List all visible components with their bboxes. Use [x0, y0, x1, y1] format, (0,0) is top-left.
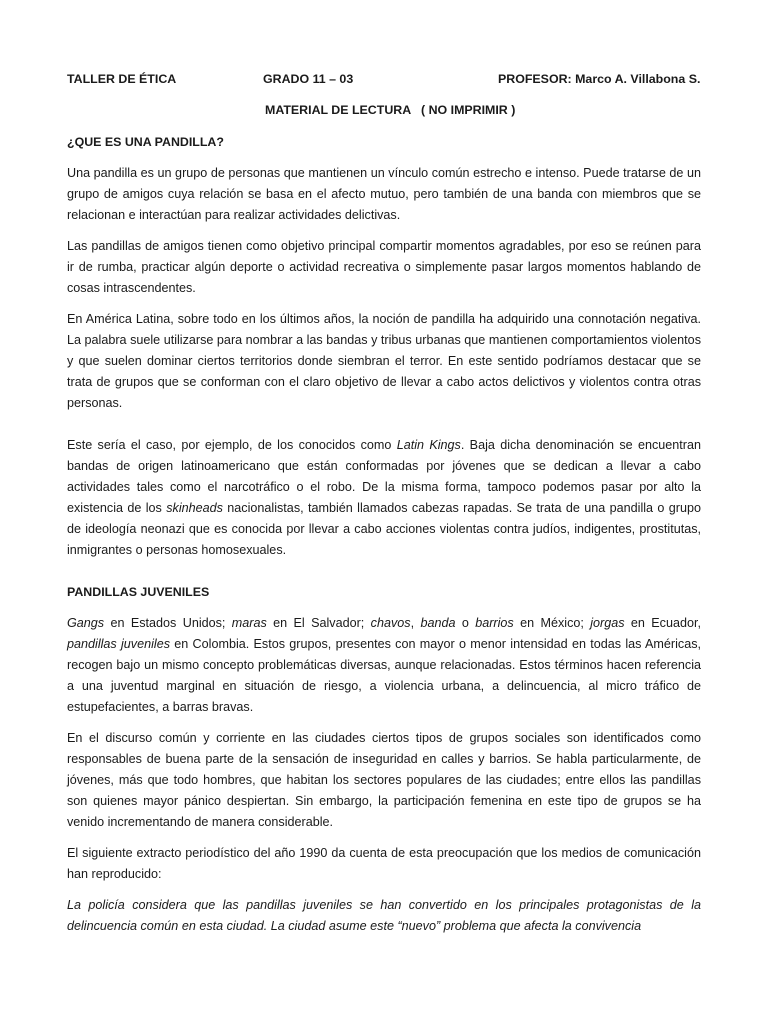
term-latin-kings: Latin Kings [396, 438, 461, 452]
term-gangs: Gangs [67, 616, 105, 630]
term-banda: banda [420, 616, 456, 630]
paragraph-common-discourse: En el discurso común y corriente en las ciudades ciertos tipos de grupos sociales son identificados como responsables de buena parte de la sensación de inseguridad en calles y barrios. Se habla particularmente, de jóvenes, más que todo hombres, que habitan los sectores populares de las ciudades; entre ellos las pandillas son quienes mayor pánico despiertan. Sin embargo, la participación femenina en este tipo de grupos se ha venido incrementando de manera considerable. [67, 731, 701, 829]
paragraph-latin-america: En América Latina, sobre todo en los últimos años, la noción de pandilla ha adquirido una connotación negativa. La palabra suele utilizarse para nombrar a las bandas y tribus urbanas que mantienen comportamientos violentos y que suelen dominar ciertos territorios donde siembran el terror. En este sentido podríamos destacar que se trata de grupos que se conforman con el claro objetivo de llevar a cabo actos delictivos y violentos contra otras personas. [67, 312, 701, 410]
term-jorgas: jorgas [590, 616, 625, 630]
document-body [67, 132, 701, 947]
section-heading-que-es-pandilla: ¿QUE ES UNA PANDILLA? [67, 135, 224, 149]
term-barrios: barrios [475, 616, 514, 630]
term-chavos: chavos [370, 616, 411, 630]
term-skinheads: skinheads [166, 501, 223, 515]
quote-press-extract: La policía considera que las pandillas juveniles se han convertido en los principales protagonistas de la delincuencia común en esta ciudad. La ciudad asume este “nuevo” problema que afecta la convivencia [67, 898, 701, 933]
paragraph-examples: Este sería el caso, por ejemplo, de los conocidos como Latin Kings. Baja dicha denominación se encuentran bandas de origen latinoamericano que están conformadas por jóvenes que se dedican a llevar a cabo actividades tales como el narcotráfico o el robo. De la misma forma, tampoco podemos pasar por alto la existencia de los skinheads nacionalistas, también llamados cabezas rapadas. Se trata de una pandilla o grupo de ideología neonazi que es conocida por llevar a cabo acciones violentas contra judíos, indigentes, prostitutas, inmigrantes o personas homosexuales. [67, 438, 702, 557]
grade-label: GRADO 11 – 03 [263, 72, 354, 86]
document-header [67, 72, 701, 92]
paragraph-press-extract-intro: El siguiente extracto periodístico del año 1990 da cuenta de esta preocupación que los medios de comunicación han reproducido: [67, 846, 701, 881]
paragraph-definition: Una pandilla es un grupo de personas que mantienen un vínculo común estrecho e intenso. Puede tratarse de un grupo de amigos cuya relación se basa en el afecto mutuo, pero también de una banda con miembros que se relacionan e interactúan para realizar actividades delictivas. [67, 166, 701, 222]
paragraph-friends-gangs: Las pandillas de amigos tienen como objetivo principal compartir momentos agradables, por eso se reúnen para ir de rumba, practicar algún deporte o actividad recreativa o simplemente pasar largos momentos hablando de cosas intrascendentes. [67, 239, 701, 295]
term-maras: maras [231, 616, 267, 630]
paragraph-regional-names: Gangs en Estados Unidos; maras en El Salvador; chavos, banda o barrios en México; jorgas en Ecuador, pandillas juveniles en Colombia. Estos grupos, presentes con mayor o menor intensidad en todas las Américas, recogen bajo un mismo concepto problemáticas diversas, aunque relacionadas. Estos términos hacen referencia a una juventud marginal en situación de riesgo, a violencia urbana, a delincuencia, al micro tráfico de estupefacientes, a barras bravas. [67, 616, 701, 714]
teacher-label: PROFESOR: Marco A. Villabona S. [498, 72, 701, 86]
course-title: TALLER DE ÉTICA [67, 72, 177, 86]
section-heading-pandillas-juveniles: PANDILLAS JUVENILES [67, 585, 210, 599]
document-subtitle: MATERIAL DE LECTURA ( NO IMPRIMIR ) [265, 103, 516, 117]
term-pandillas-juveniles: pandillas juveniles [67, 637, 170, 651]
